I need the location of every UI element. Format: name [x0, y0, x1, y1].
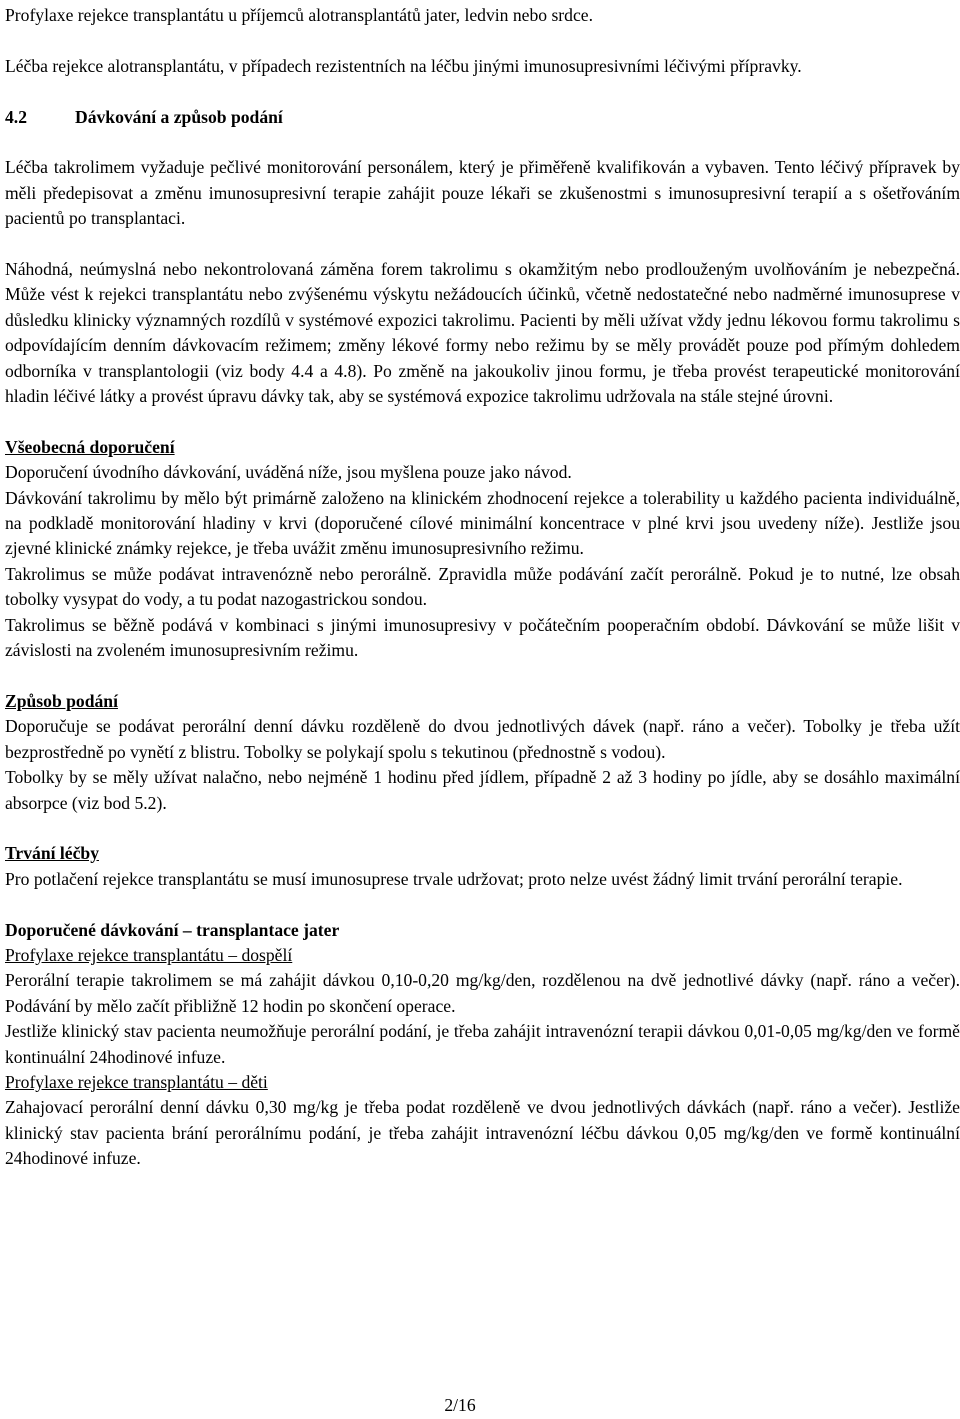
intro-paragraph-2: Léčba rejekce alotransplantátu, v případech rezistentních na léčbu jinými imunosupresivními léčivými přípravky.	[5, 55, 802, 76]
document-page	[5, 0, 960, 1172]
general-paragraph-1: Doporučení úvodního dávkování, uváděná níže, jsou myšlena pouze jako návod.	[5, 462, 572, 483]
intro-paragraph-1: Profylaxe rejekce transplantátu u příjemců alotransplantátů jater, ledvin nebo srdce.	[5, 5, 593, 25]
page-number: 2/16	[444, 1395, 476, 1415]
liver-adults-paragraph-2: Jestliže klinický stav pacienta neumožňuje perorální podání, je třeba zahájit intravenózní terapii dávkou 0,01-0,05 mg/kg/den ve formě kontinuální 24hodinové infuze.	[5, 1021, 960, 1067]
section-heading	[5, 105, 960, 130]
general-heading: Všeobecná doporučení	[5, 436, 175, 457]
administration-heading: Způsob podání	[5, 690, 118, 711]
liver-adults-heading: Profylaxe rejekce transplantátu – dospělí	[5, 944, 293, 965]
liver-children-heading: Profylaxe rejekce transplantátu – děti	[5, 1071, 268, 1092]
duration-paragraph-1: Pro potlačení rejekce transplantátu se musí imunosuprese trvale udržovat; proto nelze uvést žádný limit trvání perorální terapie.	[5, 868, 903, 889]
section-paragraph-1: Léčba takrolimem vyžaduje pečlivé monitorování personálem, který je přiměřeně kvalifikován a vybaven. Tento léčivý přípravek by měli předepisovat a změnu imunosupresivní terapie zahájit pouze lékaři se zkušenostmi s imunosupresivní terapií a s ošetřováním pacientů po transplantaci.	[5, 157, 960, 229]
section-number: 4.2	[5, 106, 27, 127]
administration-paragraph-2: Tobolky by se měly užívat nalačno, nebo nejméně 1 hodinu před jídlem, případně 2 až 3 hodiny po jídle, aby se dosáhlo maximální absorpce (viz bod 5.2).	[5, 767, 960, 813]
liver-adults-paragraph-1: Perorální terapie takrolimem se má zahájit dávkou 0,10-0,20 mg/kg/den, rozdělenou na dvě jednotlivé dávky (např. ráno a večer). Podávání by mělo začít přibližně 12 hodin po skončení operace.	[5, 970, 960, 1016]
general-paragraph-3: Takrolimus se může podávat intravenózně nebo perorálně. Zpravidla může podávání začít perorálně. Pokud je to nutné, lze obsah tobolky vysypat do vody, a tu podat nazogastrickou sondou.	[5, 563, 960, 610]
duration-heading: Trvání léčby	[5, 843, 99, 864]
general-paragraph-4: Takrolimus se běžně podává v kombinaci s jinými imunosupresivy v počátečním pooperačním období. Dávkování se může lišit v závislosti na zvoleném imunosupresivním režimu.	[5, 614, 960, 661]
liver-heading: Doporučené dávkování – transplantace jater	[5, 919, 340, 940]
general-paragraph-2: Dávkování takrolimu by mělo být primárně založeno na klinickém zhodnocení rejekce a tolerability u každého pacienta individuálně, na podkladě monitorování hladiny v krvi (doporučené cílové minimální koncentrace v plné krvi jsou uvedeny níže). Jestliže jsou zjevné klinické známky rejekce, je třeba uvážit změnu imunosupresivního režimu.	[5, 487, 960, 559]
liver-children-paragraph-1: Zahajovací perorální denní dávku 0,30 mg/kg je třeba podat rozděleně ve dvou jednotlivých dávkách (např. ráno a večer). Jestliže klinický stav pacienta brání perorálnímu podání, je třeba zahájit intravenózní léčbu dávkou 0,05 mg/kg/den ve formě kontinuální 24hodinové infuze.	[5, 1097, 960, 1169]
section-title: Dávkování a způsob podání	[75, 106, 283, 127]
administration-paragraph-1: Doporučuje se podávat perorální denní dávku rozděleně do dvou jednotlivých dávek (např. ráno a večer). Tobolky je třeba užít bezprostředně po vynětí z blistru. Tobolky se polykají spolu s tekutinou (přednostně s vodou).	[5, 716, 960, 762]
section-paragraph-2: Náhodná, neúmyslná nebo nekontrolovaná záměna forem takrolimu s okamžitým nebo prodlouženým uvolňováním je nebezpečná. Může vést k rejekci transplantátu nebo zvýšenému výskytu nežádoucích účinků, včetně nedostatečné nebo nadměrné imunosuprese v důsledku klinicky významných rozdílů v systémové expozici takrolimu. Pacienti by měli užívat vždy jednu lékovou formu takrolimu s odpovídajícím denním dávkovacím režimem; změny lékové formy nebo režimu by se měly provádět pouze pod přímým dohledem odborníka v transplantologii (viz body 4.4 a 4.8). Po změně na jakoukoliv jinou formu, je třeba provést terapeutické monitorování hladin léčivé látky a provést úpravu dávky tak, aby se systémová expozice takrolimu udržovala na stále stejné úrovni.	[5, 259, 960, 407]
